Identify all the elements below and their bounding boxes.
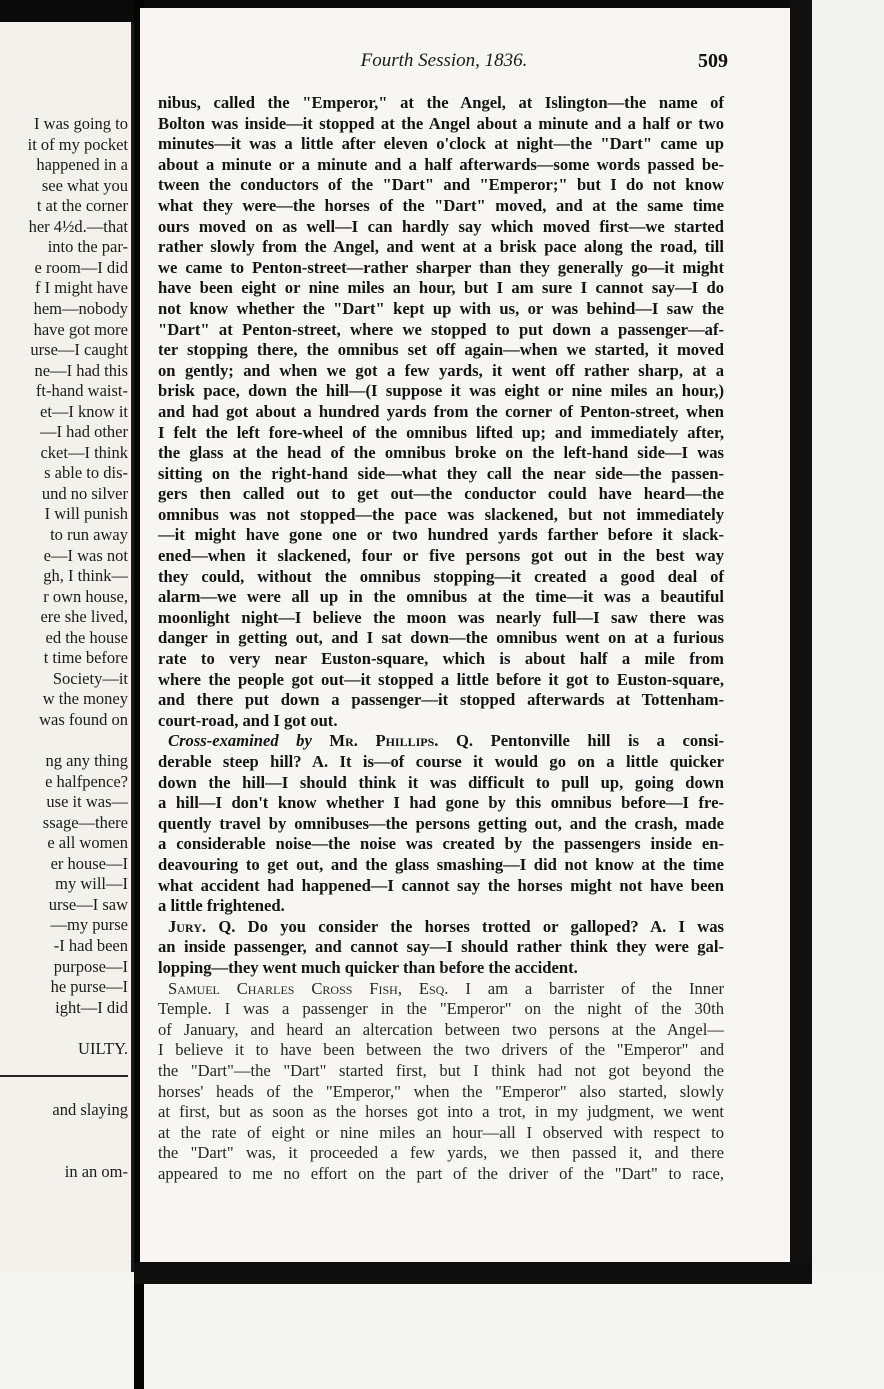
scanner-background <box>812 0 884 1389</box>
left-page-text-fragment: und no silver <box>41 483 128 503</box>
text-line: ours moved on as well—I can hardly say which moved first—we started <box>158 216 724 236</box>
text-line: Bolton was inside—it stopped at the Angel about a minute and a half or two <box>158 113 724 133</box>
text-line: gers then called out to get out—the conductor could have heard—the <box>158 484 724 504</box>
left-page-text-fragment: -I had been <box>53 936 128 955</box>
text-line: the "Dart" was, it proceeded a few yards, we then passed it, and there <box>158 1143 724 1163</box>
text-line: alarm—we were all up in the omnibus at the time—it was a beautiful <box>158 587 724 607</box>
previous-page-fragment <box>0 22 134 1272</box>
text-line: the "Dart"—the "Dart" started first, but I think had not got beyond the <box>158 1060 724 1080</box>
text-line: brisk pace, down the hill—(I suppose it was eight or nine miles an hour,) <box>158 381 724 401</box>
left-page-text-fragment: e all women <box>47 833 128 853</box>
left-page-text-fragment: Society—it <box>52 668 128 688</box>
page-body <box>158 93 724 1184</box>
text-line: tween the conductors of the "Dart" and "Emperor;" but I do not know <box>158 175 724 195</box>
left-page-text-fragment: er house—I <box>50 853 128 873</box>
text-line: and there put down a passenger—it stopped afterwards at Tottenham- <box>158 690 724 710</box>
left-page-text-fragment: ft-hand waist- <box>35 381 128 401</box>
scanner-bottom-background <box>0 1272 884 1389</box>
text-line: danger in getting out, and I sat down—the omnibus went on at a furious <box>158 628 724 648</box>
left-page-text-fragment: happened in a <box>36 155 128 175</box>
text-line: rate to very near Euston-square, which is about half a mile from <box>158 649 724 669</box>
cross-examined-label: Cross-examined by <box>168 731 312 751</box>
left-page-text-fragment: et—I know it <box>40 401 128 421</box>
text-line: about a minute or a minute and a half afterwards—some words passed be- <box>158 154 724 174</box>
left-page-text-fragment: I was going to <box>34 114 128 133</box>
jury-answer-text <box>158 937 724 978</box>
text-line: rather slowly from the Angel, and went at a brisk pace along the road, till <box>158 237 724 257</box>
text-line: and had got about a hundred yards from the corner of Penton-street, when <box>158 401 724 421</box>
left-page-text-fragment: f I might have <box>34 278 128 298</box>
left-page-text-fragment: t time before <box>43 648 128 668</box>
text-line: —it might have gone one or two hundred yards farther before it slack- <box>158 525 724 545</box>
testimony-paragraph <box>158 93 724 731</box>
left-page-text-fragment: UILTY. <box>78 1038 128 1058</box>
left-page-text-fragment: ssage—there <box>42 812 128 832</box>
text-line: at first, but as soon as the horses got into a trot, in my judgment, we went <box>158 1102 724 1122</box>
left-page-text-fragment: s able to dis- <box>44 463 128 483</box>
left-page-text-fragment: ight—I did <box>55 997 128 1017</box>
left-page-text-fragment: gh, I think— <box>43 566 128 586</box>
text-line: a considerable noise—the noise was created by the passengers inside en- <box>158 834 724 854</box>
session-title: Fourth Session, 1836. <box>360 50 528 71</box>
left-page-text-fragment: urse—I saw <box>48 894 128 914</box>
text-line: lopping—they went much quicker than before the accident. <box>158 957 578 977</box>
text-line: at the rate of eight or nine miles an hour—all I observed with respect to <box>158 1122 724 1142</box>
left-page-text-fragment: to run away <box>50 525 128 544</box>
left-page-text-fragment: I will punish <box>44 504 128 524</box>
cross-examination-text <box>158 752 724 917</box>
left-page-text-fragment: e halfpence? <box>45 771 128 791</box>
text-line: an inside passenger, and cannot say—I should rather think they were gal- <box>158 937 724 957</box>
question-text: Q. Pentonville hill is a consi- <box>455 731 724 751</box>
text-line: a little frightened. <box>158 896 285 916</box>
left-page-text-fragment: have got more <box>33 319 128 339</box>
jury-heading-line <box>158 917 724 938</box>
witness-intro: I am a barrister of the Inner <box>465 978 724 998</box>
text-line: Temple. I was a passenger in the "Emperor" on the night of the 30th <box>158 999 724 1019</box>
text-line: we came to Penton-street—rather sharper than they generally go—it might <box>158 257 724 277</box>
text-line: have been eight or nine miles an hour, but I am sure I cannot say—I do <box>158 278 724 298</box>
left-page-text-fragment: purpose—I <box>53 956 128 976</box>
text-line: ter stopping there, the omnibus set off again—when we started, it moved <box>158 340 724 360</box>
text-line: omnibus was not stopped—the pace was slackened, but not immediately <box>158 504 724 524</box>
running-head <box>160 50 728 78</box>
left-page-text-fragment: ng any thing <box>45 751 128 771</box>
left-page-text-fragment: ne—I had this <box>34 360 128 380</box>
text-line: quently travel by omnibuses—the persons getting out, and the crash, made <box>158 813 724 833</box>
text-line: ened—when it slackened, four or five persons got out in the best way <box>158 546 724 566</box>
left-page-text-fragment: —my purse <box>50 915 128 935</box>
witness-name: Samuel Charles Cross Fish, Esq. <box>168 978 449 998</box>
text-line: what they were—the horses of the "Dart" moved, and at the same time <box>158 195 724 215</box>
left-page-text-fragment: —I had other <box>40 422 128 442</box>
left-page-text-fragment: e room—I did <box>34 257 128 277</box>
text-line: down the hill—I should think it was difficult to pull up, going down <box>158 772 724 792</box>
text-line: of January, and heard an altercation between two persons at the Angel— <box>158 1019 724 1039</box>
left-page-text-fragment: he purse—I <box>50 977 128 997</box>
text-line: I believe it to have been between the two drivers of the "Emperor" and <box>158 1040 724 1060</box>
left-page-text-fragment: cket—I think <box>40 442 128 462</box>
text-line: what accident had happened—I cannot say the horses might not have been <box>158 875 724 895</box>
text-line: a hill—I don't know whether I had gone by this omnibus before—I fre- <box>158 793 724 813</box>
text-line: sitting on the right-hand side—what they call the near side—the passen- <box>158 463 724 483</box>
text-line: horses' heads of the "Emperor," when the "Emperor" also started, slowly <box>158 1081 724 1101</box>
left-page-text-fragment: hem—nobody <box>33 298 128 318</box>
left-page-text-fragment: r own house, <box>43 586 128 606</box>
left-page-text-fragment: see what you <box>41 175 128 195</box>
text-line: nibus, called the "Emperor," at the Angel, at Islington—the name of <box>158 93 724 112</box>
left-page-text-fragment: w the money <box>42 689 128 709</box>
text-line: "Dart" at Penton-street, where we stopped to put down a passenger—af- <box>158 319 724 339</box>
left-page-text-fragment: my will—I <box>55 874 128 894</box>
left-page-text-fragment: t at the corner <box>36 196 128 216</box>
section-rule <box>0 1075 128 1077</box>
left-page-text-fragment: in an om- <box>64 1162 128 1182</box>
left-page-text-fragment: urse—I caught <box>30 340 128 360</box>
left-page-text-fragment: use it was— <box>46 792 128 812</box>
witness-heading-line <box>158 979 724 1000</box>
left-page-text-fragment: ere she lived, <box>40 607 128 627</box>
text-line: on gently; and when we got a few yards, it went off rather sharp, at a <box>158 360 724 380</box>
text-line: deavouring to get out, and the glass smashing—I did not know at the time <box>158 854 724 874</box>
page-bottom-shadow <box>134 1262 812 1284</box>
text-line: not know whether the "Dart" kept up with us, or was behind—I saw the <box>158 298 724 318</box>
counsel-name: Mr. Phillips. <box>329 731 439 751</box>
text-line: derable steep hill? A. It is—of course it would go on a little quicker <box>158 752 724 771</box>
left-page-text-fragment: into the par- <box>47 237 128 257</box>
left-page-text-fragment: and slaying <box>52 1100 128 1120</box>
text-line: where the people got out—it stopped a little before it got to Euston-square, <box>158 669 724 689</box>
text-line: court-road, and I got out. <box>158 710 338 730</box>
left-page-text-fragment: ed the house <box>45 627 128 647</box>
left-page-text-fragment: was found on <box>39 709 128 729</box>
text-line: they could, without the omnibus stopping—it created a good deal of <box>158 566 724 586</box>
jury-label: Jury. <box>168 916 207 936</box>
left-page-text-fragment: e—I was not <box>43 545 128 565</box>
jury-question: Q. Do you consider the horses trotted or galloped? A. I was <box>218 916 724 936</box>
text-line: the glass at the head of the omnibus broke on the left-hand side—I was <box>158 443 724 463</box>
text-line: I felt the left fore-wheel of the omnibus lifted up; and immediately after, <box>158 422 724 442</box>
left-page-text-fragment: her 4½d.—that <box>28 216 128 236</box>
cross-examination-heading-line <box>158 731 724 752</box>
text-line: moonlight night—I believe the moon was nearly full—I saw there was <box>158 607 724 627</box>
page-number: 509 <box>698 50 728 72</box>
page-edge-shadow <box>790 0 812 1280</box>
left-page-text-fragment: it of my pocket <box>27 134 128 154</box>
text-line: appeared to me no effort on the part of the driver of the "Dart" to race, <box>158 1163 724 1183</box>
witness-testimony-text <box>158 999 724 1184</box>
text-line: minutes—it was a little after eleven o'clock at night—the "Dart" came up <box>158 134 724 154</box>
